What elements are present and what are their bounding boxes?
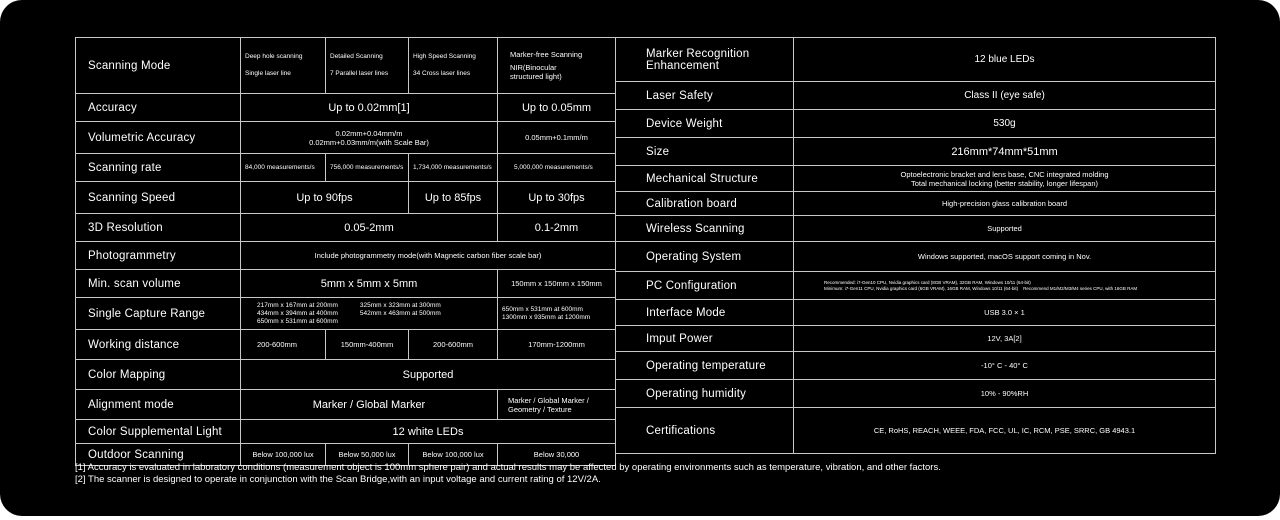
value-line: Recommended: i7-Gen10 CPU, Nvidia graphics card (8GB VRAM), 32GB RAM, Windows 10/11 (64-bit) [824,279,1031,285]
value-cell: Supported [241,360,616,390]
mode-name: Detailed Scanning [330,53,383,60]
value-line: Total mechanical locking (better stability, longer lifespan) [910,178,1099,188]
value-cell: 0.1-2mm [498,214,616,242]
value-cell: Marker / Global Marker [241,390,498,420]
row-volumetric-accuracy [76,122,616,154]
row-spec [616,192,1216,216]
value-cell: Up to 0.05mm [498,94,616,122]
value-cell: Include photogrammetry mode(with Magnetic carbon fiber scale bar) [241,242,616,270]
row-label: Scanning Speed [76,182,241,214]
value-line: 1300mm x 935mm at 1200mm [502,313,591,321]
value-cell: 150mm x 150mm x 150mm [498,270,616,298]
row-spec [616,272,1216,300]
row-label: Outdoor Scanning [76,444,241,466]
row-label: Accuracy [76,94,241,122]
value-cell: 200-600mm [409,330,498,360]
row-3d-resolution [76,214,616,242]
row-label: Laser Safety [616,82,794,110]
value-line: Minimum: i7-Gen11 CPU, Nvidia graphics card (6GB VRAM), 16GB RAM, Windows 10/11 (64-bit) Recommend M1/M2/M3/M4 series CPU, with 16GB RAM [824,285,1138,291]
row-label: Color Supplemental Light [76,420,241,444]
row-spec [616,82,1216,110]
row-label: Working distance [76,330,241,360]
value-cell: CE, RoHS, REACH, WEEE, FDA, FCC, UL, IC, RCM, PSE, SRRC, GB 4943.1 [794,408,1216,454]
mode-cell [498,38,616,94]
value-cell: 10% - 90%RH [794,380,1216,408]
row-min-scan-volume [76,270,616,298]
footnote: [2] The scanner is designed to operate in conjunction with the Scan Bridge,with an input voltage and current rating of 12V/2A. [75,474,601,485]
row-label: Mechanical Structure [616,166,794,192]
value-cell: 0.05mm+0.1mm/m [498,122,616,154]
row-alignment-mode [76,390,616,420]
mode-desc: 34 Cross laser lines [413,70,471,77]
value-cell: 530g [794,110,1216,138]
value-cell: Below 100,000 lux [409,444,498,466]
value-cell: Up to 0.02mm[1] [241,94,498,122]
row-single-capture-range [76,298,616,330]
row-label: Single Capture Range [76,298,241,330]
row-label: Marker Recognition Enhancement [616,38,794,82]
row-label: Scanning Mode [76,38,241,94]
row-label: Min. scan volume [76,270,241,298]
mode-name: Deep hole scanning [245,53,303,60]
value-cell: 84,000 measurements/s [241,154,326,182]
value-line: 434mm x 394mm at 400mm [257,309,338,317]
value-line: 0.02mm+0.04mm/m [335,128,403,138]
row-scanning-rate [76,154,616,182]
row-label: Scanning rate [76,154,241,182]
row-spec [616,408,1216,454]
value-line: Optoelectronic bracket and lens base, CNC integrated molding [900,169,1109,179]
row-label: Color Mapping [76,360,241,390]
row-scanning-speed [76,182,616,214]
row-spec [616,300,1216,326]
row-spec [616,166,1216,192]
row-label: Device Weight [616,110,794,138]
mode-cell [326,38,409,94]
value-cell: Below 50,000 lux [326,444,409,466]
value-line: 217mm x 167mm at 200mm [257,301,338,309]
value-cell: -10° C - 40° C [794,352,1216,380]
value-cell [498,298,616,330]
value-cell: 200-600mm [241,330,326,360]
value-line: 542mm x 463mm at 500mm [359,309,441,317]
value-cell: Windows supported, macOS support coming in Nov. [794,242,1216,272]
row-label: Volumetric Accuracy [76,122,241,154]
row-spec [616,326,1216,352]
value-cell: Class II (eye safe) [794,82,1216,110]
row-color-supplemental-light [76,420,616,444]
value-cell: 12 white LEDs [241,420,616,444]
row-label: Interface Mode [616,300,794,326]
row-color-mapping [76,360,616,390]
row-spec [616,216,1216,242]
value-cell: USB 3.0 × 1 [794,300,1216,326]
value-cell: 5,000,000 measurements/s [498,154,616,182]
row-label: Certifications [616,408,794,454]
spec-table-left [75,37,616,466]
value-cell: Supported [794,216,1216,242]
value-cell [794,166,1216,192]
row-spec [616,110,1216,138]
row-label: Photogrammetry [76,242,241,270]
mode-name: High Speed Scanning [413,53,476,60]
row-spec [616,38,1216,82]
mode-cell [241,38,326,94]
value-cell: 150mm-400mm [326,330,409,360]
row-accuracy [76,94,616,122]
row-spec [616,380,1216,408]
mode-cell [409,38,498,94]
row-label: Operating humidity [616,380,794,408]
value-cell: 170mm-1200mm [498,330,616,360]
value-cell [241,298,498,330]
row-spec [616,242,1216,272]
row-label: Wireless Scanning [616,216,794,242]
value-cell [794,272,1216,300]
value-cell: 1,734,000 measurements/s [409,154,498,182]
value-line: 325mm x 323mm at 300mm [359,301,441,309]
row-label: Alignment mode [76,390,241,420]
spec-table-right [615,37,1216,454]
value-cell: 0.05-2mm [241,214,498,242]
mode-name: Marker-free Scanning [510,50,583,59]
value-cell: 756,000 measurements/s [326,154,409,182]
mode-desc: 7 Parallel laser lines [330,70,389,77]
row-spec [616,138,1216,166]
value-cell: 12V, 3A[2] [794,326,1216,352]
row-label: Imput Power [616,326,794,352]
value-cell [241,122,498,154]
value-cell: Up to 90fps [241,182,409,214]
value-cell: 216mm*74mm*51mm [794,138,1216,166]
row-label: Operating System [616,242,794,272]
value-line: 650mm x 531mm at 600mm [502,305,583,313]
value-cell: 12 blue LEDs [794,38,1216,82]
row-working-distance [76,330,616,360]
value-cell: Up to 85fps [409,182,498,214]
footnote: [1] Accuracy is evaluated in laboratory conditions (measurement object is 100mm sphere pair) and actual results may be affected by operating environments such as temperature, vibration, and other factors. [75,462,941,473]
row-label: 3D Resolution [76,214,241,242]
value-line: 0.02mm+0.03mm/m(with Scale Bar) [309,137,429,147]
row-label: PC Configuration [616,272,794,300]
value-line: 650mm x 531mm at 600mm [257,317,338,325]
value-cell: Marker / Global Marker / Geometry / Texture [498,390,616,420]
row-spec [616,352,1216,380]
row-scanning-mode [76,38,616,94]
mode-desc: Single laser line [245,70,291,77]
value-cell: 5mm x 5mm x 5mm [241,270,498,298]
row-label: Calibration board [616,192,794,216]
value-cell: Below 100,000 lux [241,444,326,466]
mode-desc: NIR(Binocular structured light) [510,63,562,81]
row-label: Size [616,138,794,166]
value-cell: High-precision glass calibration board [794,192,1216,216]
footnotes [75,462,1225,486]
value-cell: Up to 30fps [498,182,616,214]
row-label: Operating temperature [616,352,794,380]
value-cell: Below 30,000 [498,444,616,466]
row-photogrammetry [76,242,616,270]
